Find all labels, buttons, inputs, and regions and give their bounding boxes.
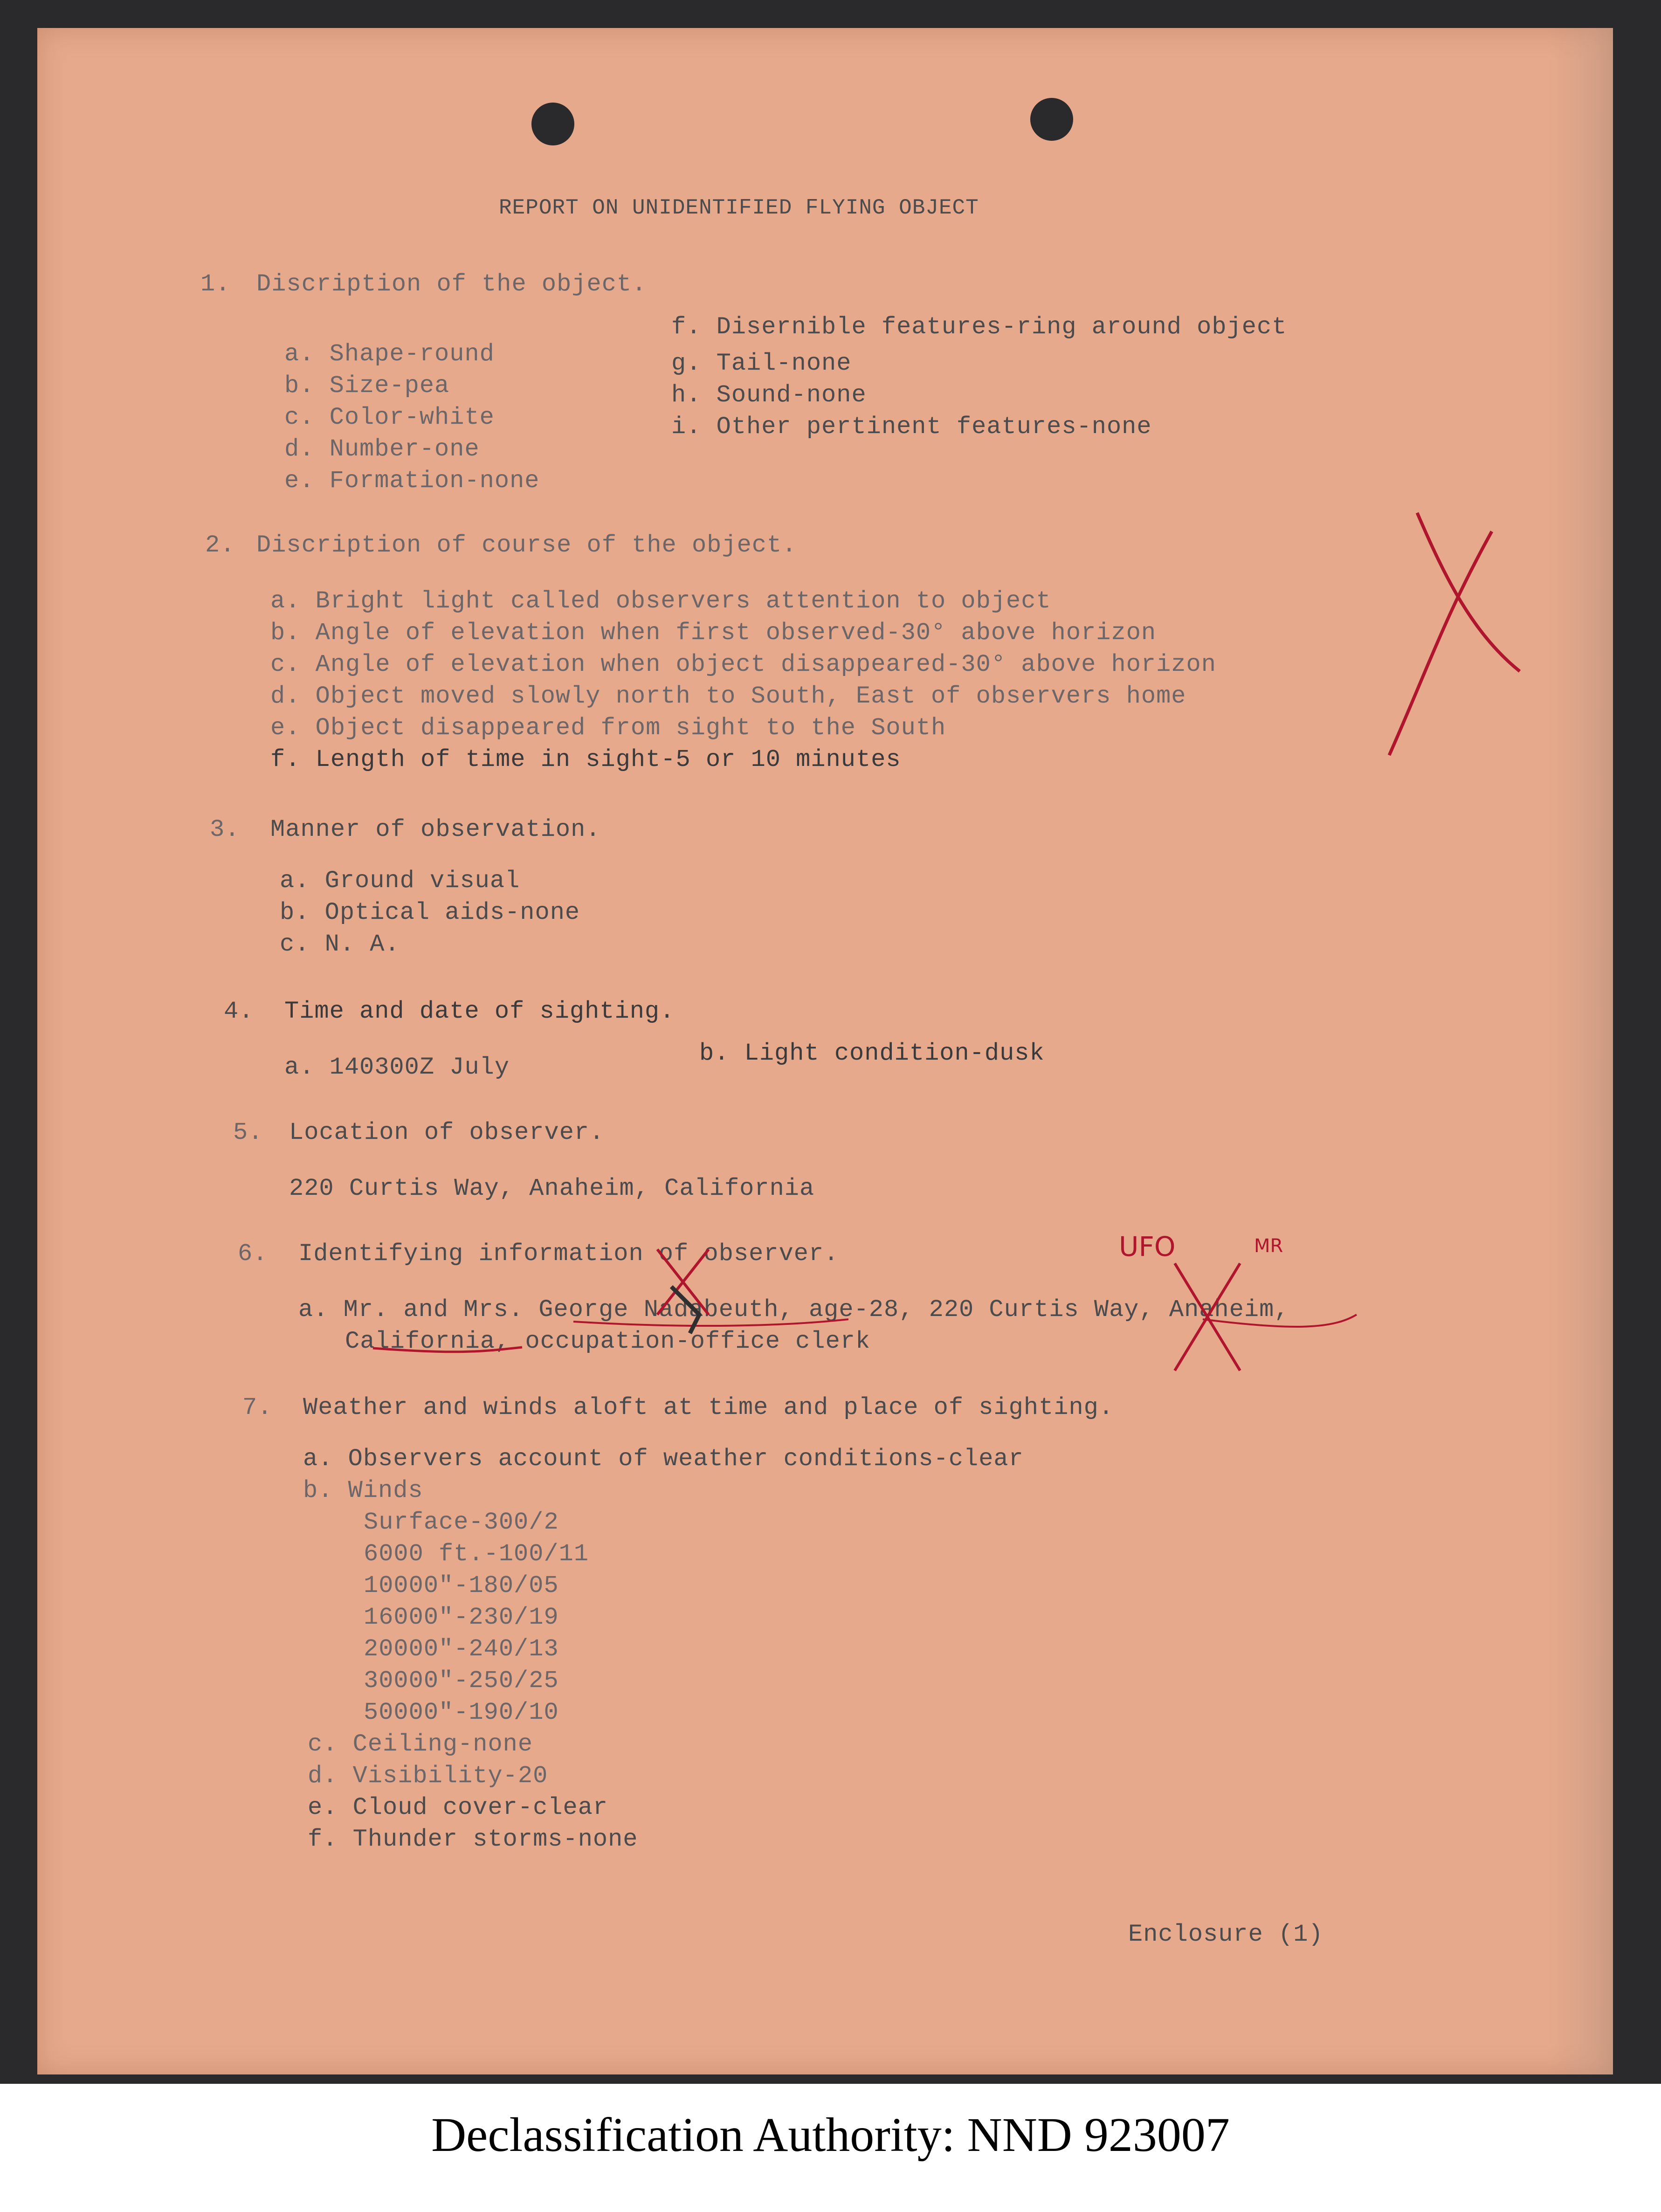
winds-6000: 6000 ft.-100/11 <box>364 1540 589 1568</box>
red-underline-anaheim <box>1203 1315 1357 1327</box>
section-2-item-f: f. Length of time in sight-5 or 10 minutes <box>270 746 901 773</box>
section-1-item-e: e. Formation-none <box>284 467 540 495</box>
section-2-item-d: d. Object moved slowly north to South, East of observers home <box>270 682 1186 710</box>
declassification-footer: Declassification Authority: NND 923007 <box>431 2108 1230 2162</box>
section-7-heading: Weather and winds aloft at time and place of sighting. <box>303 1394 1114 1421</box>
section-1-item-d: d. Number-one <box>284 435 480 463</box>
winds-30000: 30000"-250/25 <box>364 1667 559 1695</box>
red-underline-name <box>573 1319 848 1326</box>
section-4-item-b: b. Light condition-dusk <box>699 1040 1045 1067</box>
section-7-item-f: f. Thunder storms-none <box>308 1826 638 1853</box>
section-6-number: 6. <box>238 1240 268 1268</box>
handwritten-ufo: UFO <box>1119 1231 1176 1262</box>
section-3-item-b: b. Optical aids-none <box>280 899 580 926</box>
section-7-item-c: c. Ceiling-none <box>308 1730 533 1758</box>
section-4-number: 4. <box>224 998 254 1025</box>
section-3-heading: Manner of observation. <box>270 816 601 843</box>
winds-10000: 10000"-180/05 <box>364 1572 559 1599</box>
section-7-number: 7. <box>242 1394 273 1421</box>
winds-50000: 50000"-190/10 <box>364 1699 559 1726</box>
section-1-item-f: f. Disernible features-ring around object <box>671 313 1287 341</box>
section-2-item-e: e. Object disappeared from sight to the South <box>270 714 946 742</box>
section-5-heading: Location of observer. <box>289 1119 605 1146</box>
section-1-item-b: b. Size-pea <box>284 372 450 400</box>
section-1-number: 1. <box>200 270 231 298</box>
section-4-item-a: a. 140300Z July <box>284 1054 510 1081</box>
observer-info-line-1: a. Mr. and Mrs. George Nadabeuth, age-28, 220 Curtis Way, Anaheim, <box>298 1296 1289 1323</box>
section-7-item-d: d. Visibility-20 <box>308 1762 548 1790</box>
section-2-number: 2. <box>205 531 235 559</box>
red-x-mark-name <box>657 1249 709 1315</box>
section-6-heading: Identifying information of observer. <box>298 1240 839 1268</box>
red-x-mark-address <box>1175 1263 1240 1371</box>
section-3-item-a: a. Ground visual <box>280 867 520 895</box>
section-2-item-b: b. Angle of elevation when first observed-30° above horizon <box>270 619 1157 647</box>
section-2-heading: Discription of course of the object. <box>256 531 797 559</box>
section-1-item-g: g. Tail-none <box>671 350 852 377</box>
section-1-heading: Discription of the object. <box>256 270 647 298</box>
section-5-number: 5. <box>233 1119 263 1146</box>
handwritten-initials: MR <box>1254 1235 1283 1257</box>
section-1-item-h: h. Sound-none <box>671 381 867 409</box>
observer-address: 220 Curtis Way, Anaheim, California <box>289 1175 815 1202</box>
section-1-item-a: a. Shape-round <box>284 340 495 368</box>
section-2-item-c: c. Angle of elevation when object disappeared-30° above horizon <box>270 651 1216 678</box>
red-check-mark <box>1417 513 1520 671</box>
red-underline-california <box>373 1347 522 1352</box>
section-3-number: 3. <box>210 816 240 843</box>
document-page <box>37 28 1613 2074</box>
report-title: REPORT ON UNIDENTIFIED FLYING OBJECT <box>499 196 979 220</box>
section-7-item-b: b. Winds <box>303 1477 423 1504</box>
winds-20000: 20000"-240/13 <box>364 1635 559 1663</box>
section-3-item-c: c. N. A. <box>280 930 400 958</box>
handwritten-marks <box>37 28 1613 2074</box>
section-7-item-e: e. Cloud cover-clear <box>308 1794 608 1821</box>
enclosure-label: Enclosure (1) <box>1128 1921 1323 1948</box>
observer-info-line-2: California, occupation-office clerk <box>345 1328 871 1355</box>
section-2-item-a: a. Bright light called observers attention to object <box>270 587 1051 615</box>
winds-surface: Surface-300/2 <box>364 1509 559 1536</box>
winds-16000: 16000"-230/19 <box>364 1604 559 1631</box>
section-4-heading: Time and date of sighting. <box>284 998 675 1025</box>
section-1-item-c: c. Color-white <box>284 404 495 431</box>
section-1-item-i: i. Other pertinent features-none <box>671 413 1152 441</box>
section-7-item-a: a. Observers account of weather conditions-clear <box>303 1445 1024 1473</box>
